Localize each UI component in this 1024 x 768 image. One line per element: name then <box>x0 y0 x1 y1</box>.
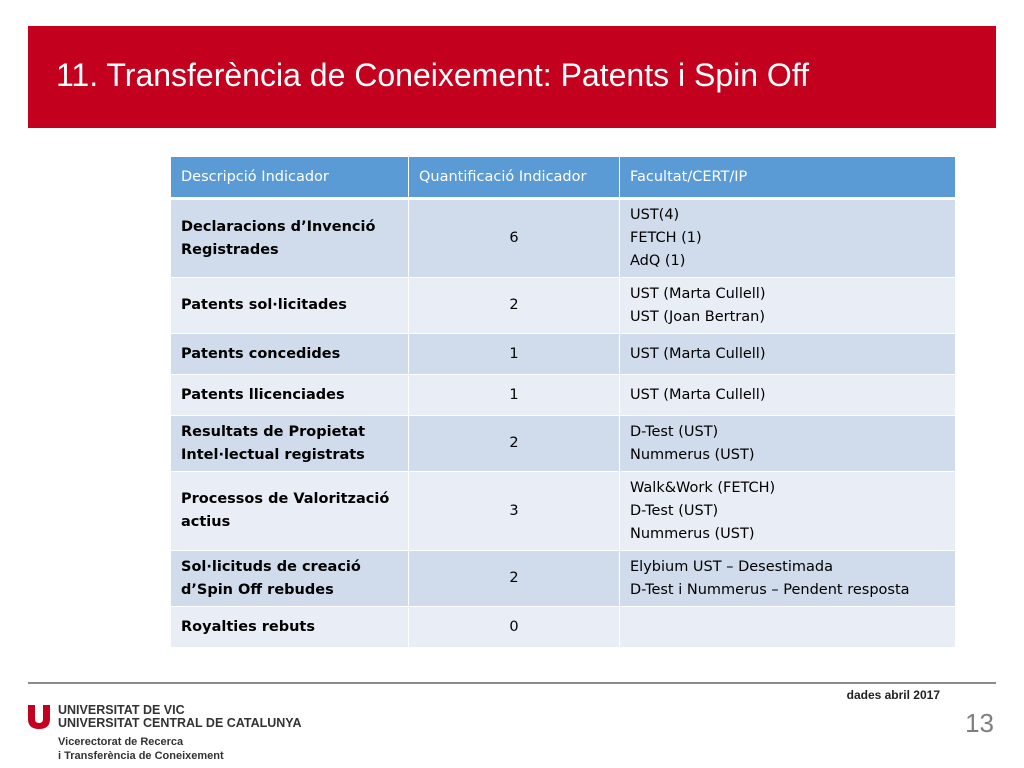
header-description: Descripció Indicador <box>171 157 409 199</box>
faculty-entry: D-Test (UST) <box>630 423 719 440</box>
row-description: Resultats de Propietat Intel·lectual registrats <box>171 416 409 472</box>
header-faculty: Facultat/CERT/IP <box>620 157 956 199</box>
faculty-entry: Nummerus (UST) <box>630 446 755 463</box>
row-quantity: 6 <box>409 199 620 278</box>
row-description: Patents sol·licitades <box>171 278 409 334</box>
row-faculty <box>620 472 956 551</box>
indicators-table <box>170 156 956 648</box>
row-quantity: 1 <box>409 334 620 375</box>
faculty-entry: D-Test (UST) <box>630 502 719 519</box>
vicerectorat-line1: Vicerectorat de Recerca <box>58 736 184 748</box>
faculty-entry: UST (Marta Cullell) <box>630 386 766 403</box>
row-quantity: 2 <box>409 551 620 607</box>
faculty-entry: AdQ (1) <box>630 253 686 269</box>
row-faculty <box>620 551 956 607</box>
row-description: Processos de Valorització actius <box>171 472 409 551</box>
faculty-entry: UST(4) <box>630 207 680 223</box>
faculty-entry: Elybium UST – Desestimada <box>630 558 833 575</box>
data-date-note: dades abril 2017 <box>846 688 940 702</box>
title-bar <box>28 26 996 128</box>
table-row <box>171 278 956 334</box>
table-row <box>171 199 956 278</box>
row-faculty <box>620 607 956 648</box>
row-quantity: 0 <box>409 607 620 648</box>
row-quantity: 2 <box>409 416 620 472</box>
uvic-u-logo-icon <box>28 705 50 729</box>
faculty-entry: D-Test i Nummerus – Pendent resposta <box>630 581 910 598</box>
vicerectorat-line2: i Transferència de Coneixement <box>58 750 224 762</box>
row-faculty <box>620 199 956 278</box>
footer-divider <box>28 682 996 684</box>
university-name-line2: UNIVERSITAT CENTRAL DE CATALUNYA <box>58 716 302 730</box>
faculty-entry: UST (Joan Bertran) <box>630 308 765 325</box>
table-row <box>171 472 956 551</box>
table-row <box>171 607 956 648</box>
row-description: Patents llicenciades <box>171 375 409 416</box>
row-description: Patents concedides <box>171 334 409 375</box>
university-name-line1: UNIVERSITAT DE VIC <box>58 703 185 717</box>
table-header-row <box>171 157 956 199</box>
faculty-entry: UST (Marta Cullell) <box>630 285 766 302</box>
header-quantity: Quantificació Indicador <box>409 157 620 199</box>
table-row <box>171 416 956 472</box>
row-faculty <box>620 375 956 416</box>
row-quantity: 1 <box>409 375 620 416</box>
table-row <box>171 551 956 607</box>
row-faculty <box>620 278 956 334</box>
faculty-entry: Nummerus (UST) <box>630 525 755 542</box>
row-quantity: 3 <box>409 472 620 551</box>
row-description: Sol·licituds de creació d’Spin Off rebudes <box>171 551 409 607</box>
faculty-entry: Walk&Work (FETCH) <box>630 479 776 496</box>
row-faculty <box>620 416 956 472</box>
row-description: Declaracions d’Invenció Registrades <box>171 199 409 278</box>
faculty-entry: FETCH (1) <box>630 230 702 246</box>
row-description: Royalties rebuts <box>171 607 409 648</box>
row-quantity: 2 <box>409 278 620 334</box>
row-faculty <box>620 334 956 375</box>
table-row <box>171 334 956 375</box>
faculty-entry: UST (Marta Cullell) <box>630 345 766 362</box>
page-number: 13 <box>965 708 994 738</box>
slide-title: 11. Transferència de Coneixement: Patents i Spin Off <box>56 57 810 93</box>
table-row <box>171 375 956 416</box>
